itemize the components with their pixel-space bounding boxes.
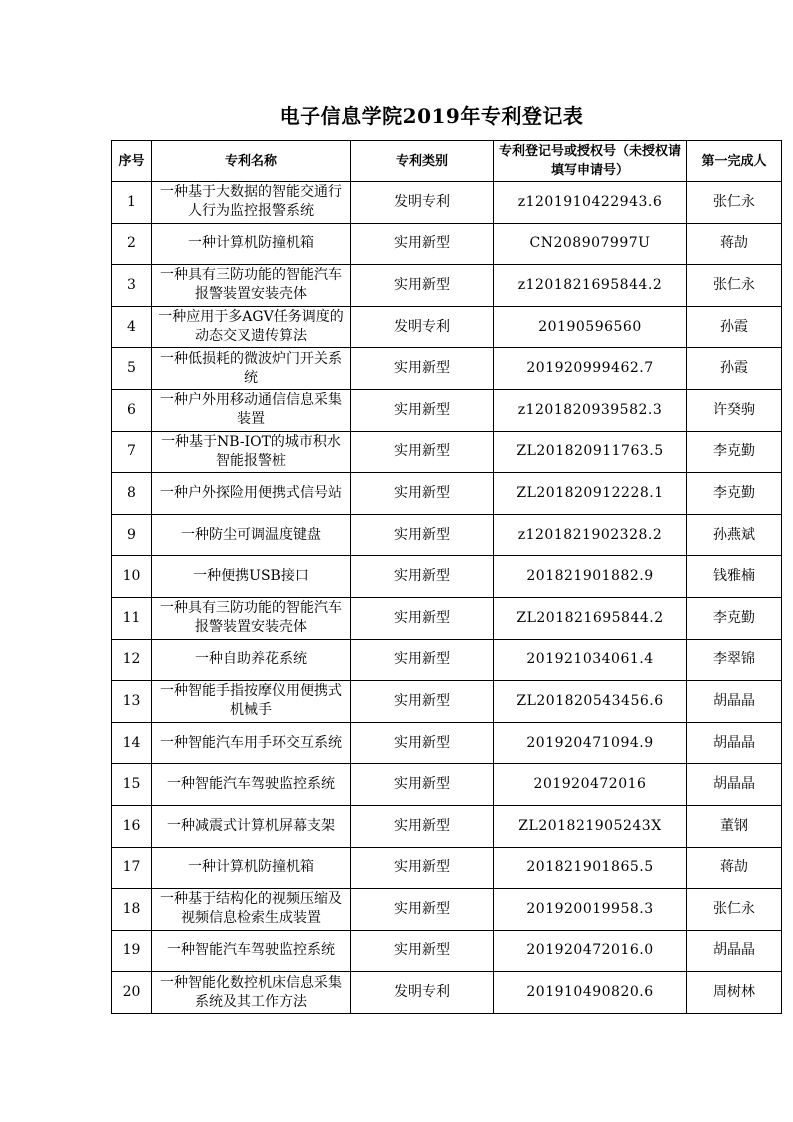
cell-first-inventor: 李翠锦 bbox=[687, 639, 782, 681]
cell-patent-name: 一种便携USB接口 bbox=[152, 556, 351, 598]
cell-patent-category: 实用新型 bbox=[351, 265, 494, 307]
table-row bbox=[112, 223, 782, 265]
cell-patent-category: 发明专利 bbox=[351, 182, 494, 224]
cell-patent-category: 实用新型 bbox=[351, 930, 494, 972]
cell-serial-number: 5 bbox=[112, 348, 152, 390]
cell-patent-number: 201910490820.6 bbox=[494, 972, 687, 1014]
table-row bbox=[112, 473, 782, 515]
cell-patent-name: 一种智能汽车驾驶监控系统 bbox=[152, 764, 351, 806]
table-row bbox=[112, 930, 782, 972]
cell-serial-number: 2 bbox=[112, 223, 152, 265]
cell-patent-category: 实用新型 bbox=[351, 223, 494, 265]
cell-patent-name: 一种低损耗的微波炉门开关系统 bbox=[152, 348, 351, 390]
cell-first-inventor: 张仁永 bbox=[687, 889, 782, 931]
cell-patent-category: 实用新型 bbox=[351, 722, 494, 764]
table-row bbox=[112, 681, 782, 723]
cell-patent-name: 一种具有三防功能的智能汽车报警装置安装壳体 bbox=[152, 265, 351, 307]
cell-patent-number: 20190596560 bbox=[494, 306, 687, 348]
cell-first-inventor: 李克勤 bbox=[687, 597, 782, 639]
cell-first-inventor: 蒋劼 bbox=[687, 847, 782, 889]
cell-patent-number: 201920999462.7 bbox=[494, 348, 687, 390]
cell-first-inventor: 李克勤 bbox=[687, 473, 782, 515]
cell-serial-number: 3 bbox=[112, 265, 152, 307]
cell-first-inventor: 孙霞 bbox=[687, 306, 782, 348]
cell-serial-number: 19 bbox=[112, 930, 152, 972]
cell-patent-category: 实用新型 bbox=[351, 389, 494, 431]
cell-patent-name: 一种计算机防撞机箱 bbox=[152, 847, 351, 889]
cell-first-inventor: 孙燕斌 bbox=[687, 514, 782, 556]
table-row bbox=[112, 972, 782, 1014]
cell-patent-number: ZL201821905243X bbox=[494, 805, 687, 847]
cell-patent-number: 201920019958.3 bbox=[494, 889, 687, 931]
cell-patent-number: 201920472016 bbox=[494, 764, 687, 806]
cell-patent-category: 实用新型 bbox=[351, 556, 494, 598]
cell-serial-number: 1 bbox=[112, 182, 152, 224]
cell-patent-category: 实用新型 bbox=[351, 514, 494, 556]
cell-patent-name: 一种户外探险用便携式信号站 bbox=[152, 473, 351, 515]
cell-patent-name: 一种减震式计算机屏幕支架 bbox=[152, 805, 351, 847]
cell-patent-category: 实用新型 bbox=[351, 764, 494, 806]
cell-patent-number: z1201821695844.2 bbox=[494, 265, 687, 307]
patent-registration-table bbox=[111, 140, 782, 1014]
header-patent-category: 专利类别 bbox=[351, 141, 494, 182]
cell-patent-category: 实用新型 bbox=[351, 431, 494, 473]
table-row bbox=[112, 722, 782, 764]
cell-first-inventor: 李克勤 bbox=[687, 431, 782, 473]
cell-first-inventor: 董钢 bbox=[687, 805, 782, 847]
table-row bbox=[112, 348, 782, 390]
cell-patent-number: 201920472016.0 bbox=[494, 930, 687, 972]
cell-serial-number: 15 bbox=[112, 764, 152, 806]
cell-patent-name: 一种基于NB-IOT的城市积水智能报警桩 bbox=[152, 431, 351, 473]
table-row bbox=[112, 847, 782, 889]
cell-patent-number: z1201821902328.2 bbox=[494, 514, 687, 556]
header-patent-number: 专利登记号或授权号（未授权请填写申请号） bbox=[494, 141, 687, 182]
table-row bbox=[112, 431, 782, 473]
cell-patent-category: 发明专利 bbox=[351, 972, 494, 1014]
cell-patent-name: 一种智能汽车驾驶监控系统 bbox=[152, 930, 351, 972]
cell-serial-number: 13 bbox=[112, 681, 152, 723]
cell-patent-name: 一种防尘可调温度键盘 bbox=[152, 514, 351, 556]
cell-patent-number: ZL201820543456.6 bbox=[494, 681, 687, 723]
cell-patent-number: ZL201820911763.5 bbox=[494, 431, 687, 473]
table-row bbox=[112, 306, 782, 348]
cell-patent-number: CN208907997U bbox=[494, 223, 687, 265]
cell-patent-name: 一种智能化数控机床信息采集系统及其工作方法 bbox=[152, 972, 351, 1014]
cell-patent-category: 实用新型 bbox=[351, 889, 494, 931]
cell-patent-number: z1201910422943.6 bbox=[494, 182, 687, 224]
cell-patent-name: 一种具有三防功能的智能汽车报警装置安装壳体 bbox=[152, 597, 351, 639]
cell-patent-name: 一种智能汽车用手环交互系统 bbox=[152, 722, 351, 764]
table-row bbox=[112, 514, 782, 556]
cell-serial-number: 17 bbox=[112, 847, 152, 889]
cell-serial-number: 7 bbox=[112, 431, 152, 473]
cell-first-inventor: 张仁永 bbox=[687, 182, 782, 224]
cell-serial-number: 10 bbox=[112, 556, 152, 598]
cell-first-inventor: 孙霞 bbox=[687, 348, 782, 390]
header-patent-name: 专利名称 bbox=[152, 141, 351, 182]
cell-patent-name: 一种应用于多AGV任务调度的动态交叉遗传算法 bbox=[152, 306, 351, 348]
cell-patent-number: z1201820939582.3 bbox=[494, 389, 687, 431]
header-serial-number: 序号 bbox=[112, 141, 152, 182]
cell-patent-name: 一种基于大数据的智能交通行人行为监控报警系统 bbox=[152, 182, 351, 224]
cell-serial-number: 14 bbox=[112, 722, 152, 764]
cell-patent-number: ZL201821695844.2 bbox=[494, 597, 687, 639]
table-header-row bbox=[112, 141, 782, 182]
cell-first-inventor: 胡晶晶 bbox=[687, 930, 782, 972]
table-row bbox=[112, 597, 782, 639]
cell-patent-category: 实用新型 bbox=[351, 639, 494, 681]
cell-first-inventor: 许癸驹 bbox=[687, 389, 782, 431]
cell-patent-category: 实用新型 bbox=[351, 473, 494, 515]
cell-first-inventor: 胡晶晶 bbox=[687, 681, 782, 723]
table-row bbox=[112, 764, 782, 806]
cell-patent-category: 实用新型 bbox=[351, 348, 494, 390]
cell-first-inventor: 张仁永 bbox=[687, 265, 782, 307]
cell-first-inventor: 钱雅楠 bbox=[687, 556, 782, 598]
table-row bbox=[112, 889, 782, 931]
table-row bbox=[112, 265, 782, 307]
cell-serial-number: 6 bbox=[112, 389, 152, 431]
cell-patent-name: 一种计算机防撞机箱 bbox=[152, 223, 351, 265]
cell-first-inventor: 胡晶晶 bbox=[687, 764, 782, 806]
cell-first-inventor: 蒋劼 bbox=[687, 223, 782, 265]
cell-patent-name: 一种基于结构化的视频压缩及视频信息检索生成装置 bbox=[152, 889, 351, 931]
cell-patent-number: ZL201820912228.1 bbox=[494, 473, 687, 515]
cell-serial-number: 20 bbox=[112, 972, 152, 1014]
table-row bbox=[112, 805, 782, 847]
cell-serial-number: 16 bbox=[112, 805, 152, 847]
cell-first-inventor: 周树林 bbox=[687, 972, 782, 1014]
table-row bbox=[112, 556, 782, 598]
cell-serial-number: 9 bbox=[112, 514, 152, 556]
cell-patent-name: 一种户外用移动通信信息采集装置 bbox=[152, 389, 351, 431]
header-first-inventor: 第一完成人 bbox=[687, 141, 782, 182]
table-row bbox=[112, 639, 782, 681]
cell-patent-number: 201821901865.5 bbox=[494, 847, 687, 889]
cell-serial-number: 4 bbox=[112, 306, 152, 348]
cell-patent-number: 201821901882.9 bbox=[494, 556, 687, 598]
cell-patent-name: 一种智能手指按摩仪用便携式机械手 bbox=[152, 681, 351, 723]
cell-serial-number: 12 bbox=[112, 639, 152, 681]
cell-patent-category: 实用新型 bbox=[351, 681, 494, 723]
cell-first-inventor: 胡晶晶 bbox=[687, 722, 782, 764]
table-row bbox=[112, 389, 782, 431]
cell-patent-name: 一种自助养花系统 bbox=[152, 639, 351, 681]
cell-serial-number: 8 bbox=[112, 473, 152, 515]
cell-patent-category: 实用新型 bbox=[351, 847, 494, 889]
page-title: 电子信息学院2019年专利登记表 bbox=[279, 104, 584, 128]
cell-patent-category: 实用新型 bbox=[351, 597, 494, 639]
table-row bbox=[112, 182, 782, 224]
cell-patent-category: 实用新型 bbox=[351, 805, 494, 847]
cell-serial-number: 18 bbox=[112, 889, 152, 931]
cell-patent-number: 201920471094.9 bbox=[494, 722, 687, 764]
cell-serial-number: 11 bbox=[112, 597, 152, 639]
cell-patent-number: 201921034061.4 bbox=[494, 639, 687, 681]
cell-patent-category: 发明专利 bbox=[351, 306, 494, 348]
